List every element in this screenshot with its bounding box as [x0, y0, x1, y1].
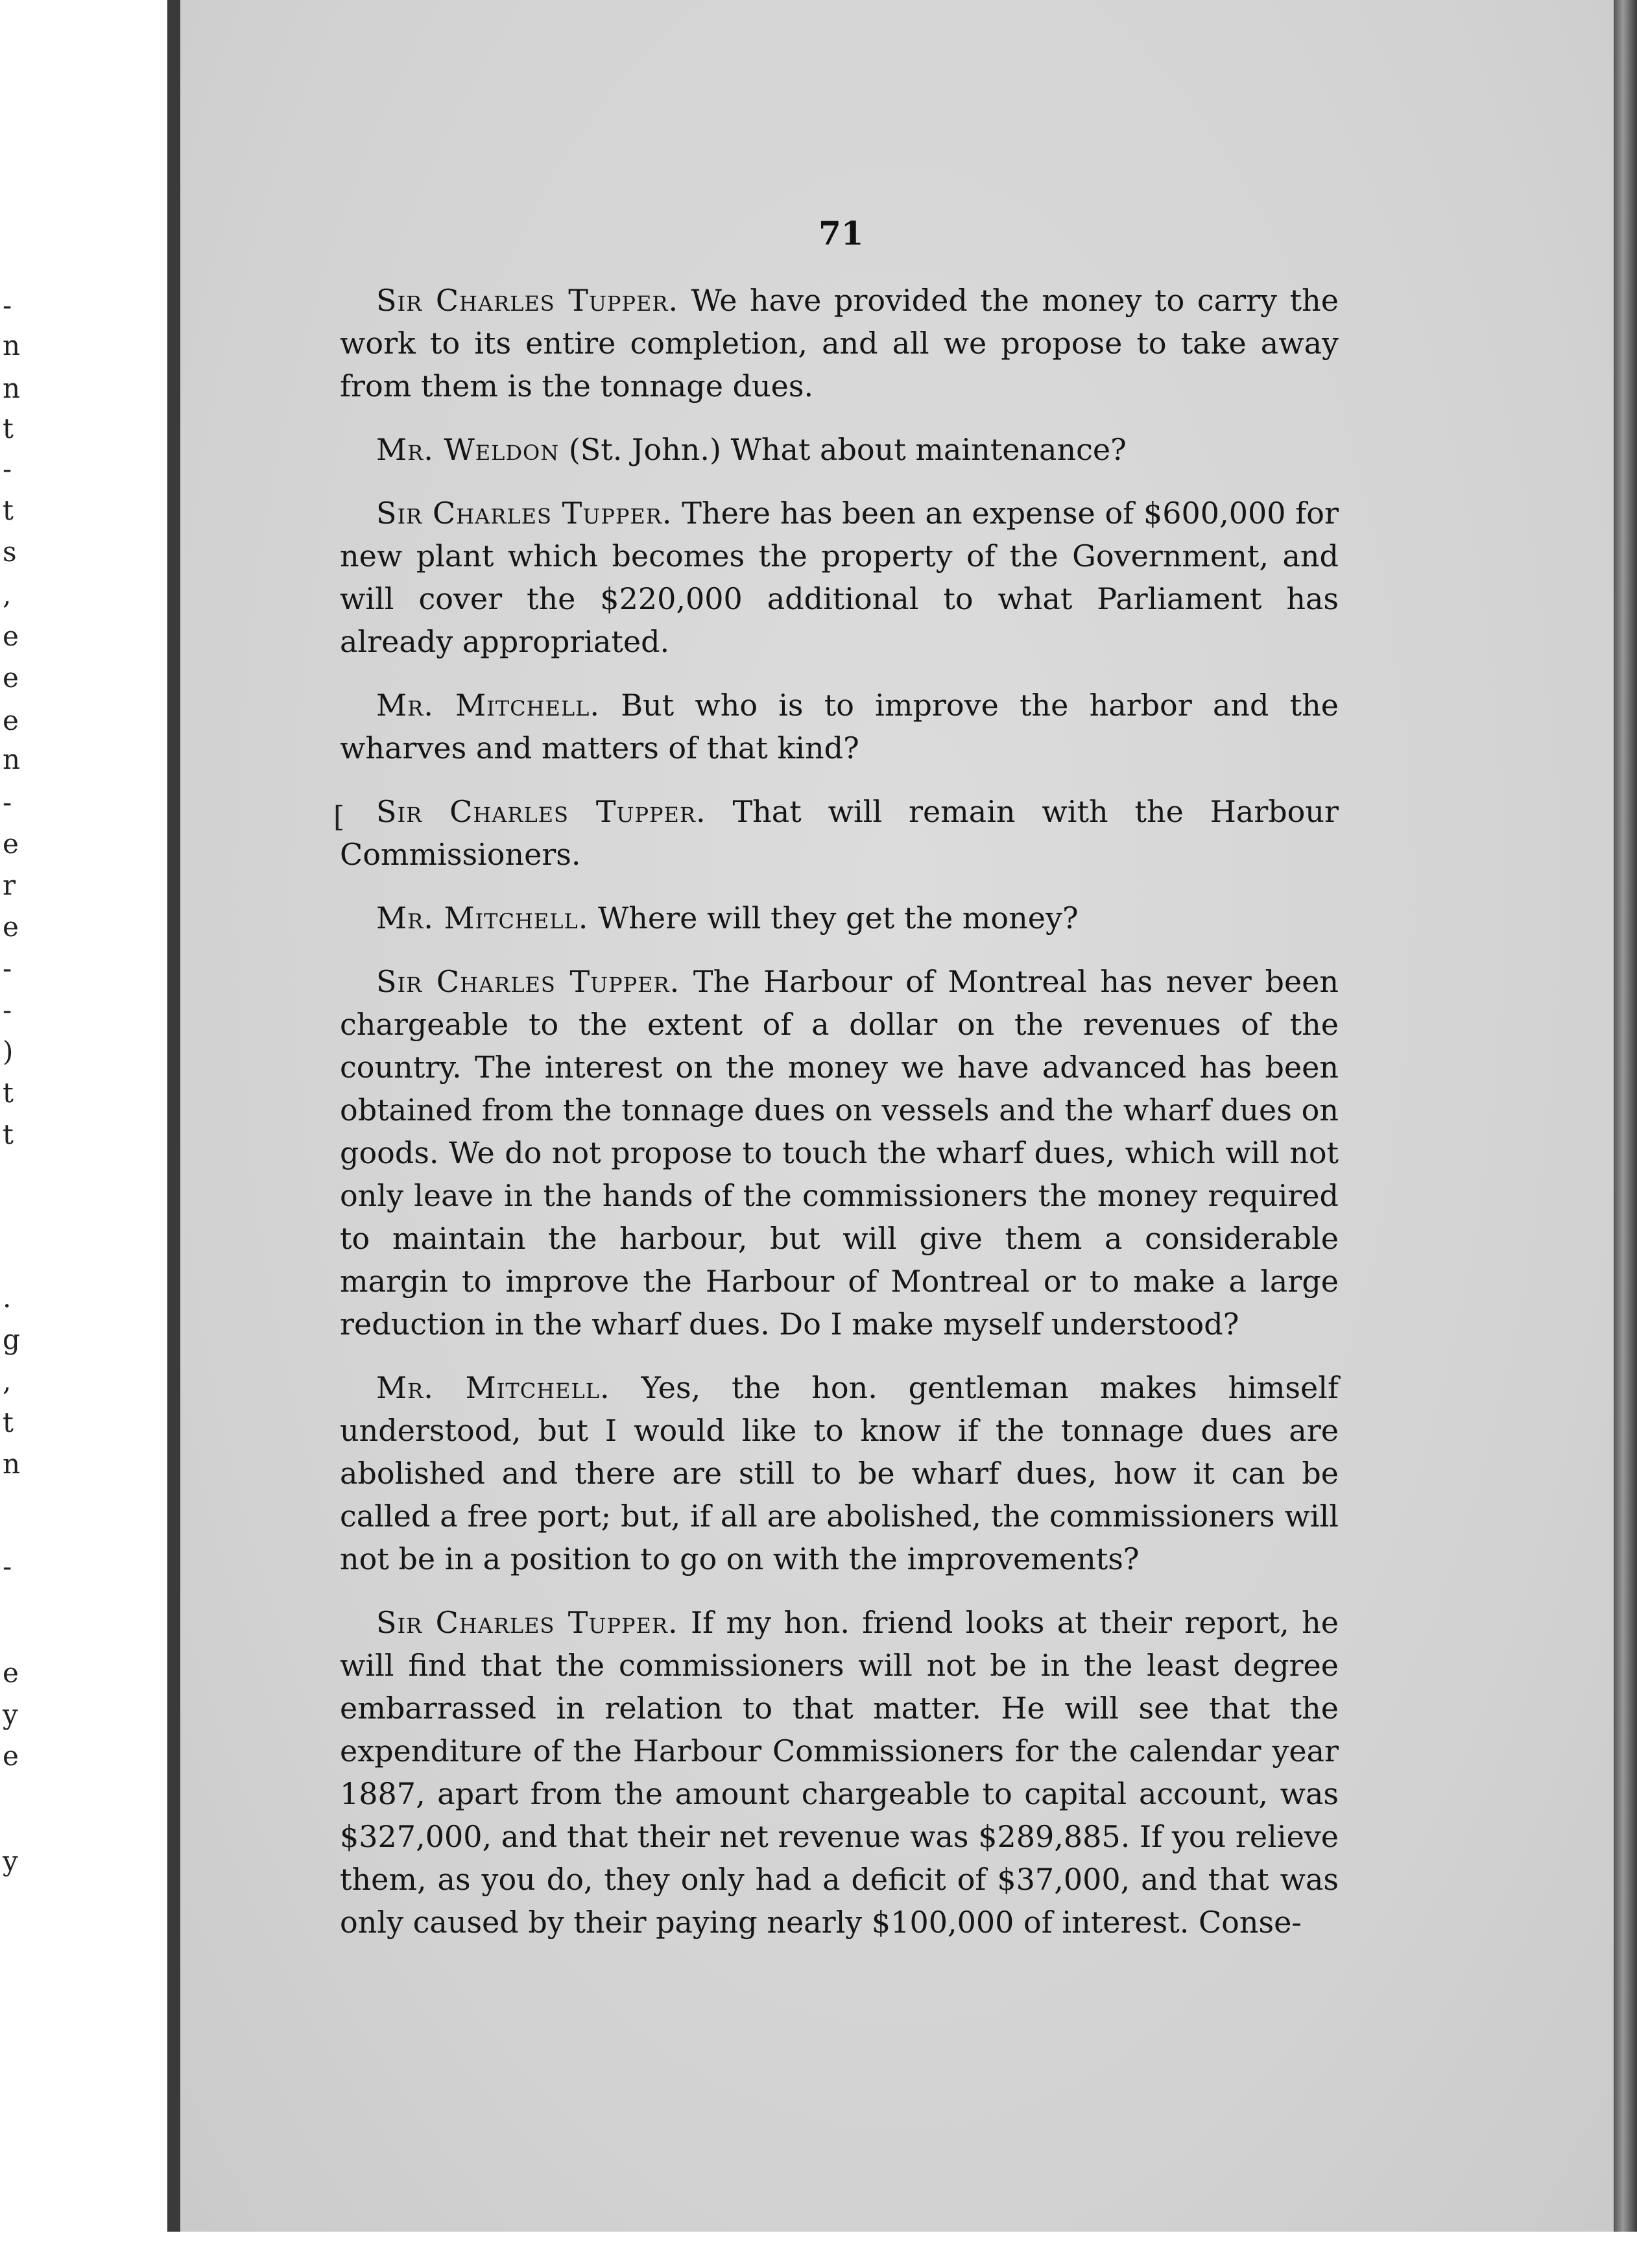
edge-fragment: - — [3, 289, 12, 321]
previous-page-edge — [0, 0, 39, 2268]
paragraph — [340, 279, 1339, 407]
paragraph — [340, 790, 1339, 876]
edge-fragment: ) — [3, 1035, 14, 1067]
edge-fragment: e — [3, 620, 19, 652]
edge-fragment: e — [3, 1740, 19, 1772]
speech-text: The Harbour of Montreal has never been chargeable to the extent of a dollar on the revenues of the country. The interest on the money we have advanced has been obtained from the tonnage dues on vessels and the wharf dues on goods. We do not propose to touch the wharf dues, which will not only leave in the hands of the commissioners the money required to maintain the harbour, but will give them a considerable margin to improve the Harbour of Montreal or to make a large reduction in the wharf dues. Do I make myself understood? — [340, 964, 1339, 1342]
speaker-name: Sir Charles Tupper. — [376, 964, 680, 999]
edge-fragment: , — [3, 1365, 12, 1397]
speaker-name: Mr. Mitchell. — [376, 688, 600, 723]
edge-fragment: e — [3, 911, 19, 943]
edge-fragment: n — [3, 743, 21, 775]
edge-fragment: n — [3, 372, 21, 404]
edge-fragment: e — [3, 1657, 19, 1689]
speech-text: But who is to improve the harbor and the wharves and matters of that kind? — [340, 688, 1339, 766]
stray-bracket-mark: [ — [333, 801, 345, 834]
speech-text: Yes, the hon. gentleman makes himself understood, but I would like to know if the tonnage dues are abolished and there are still to be wharf dues, how it can be called a free port; but, if all are abolished, the commissioners will not be in a position to go on with the improvements? — [340, 1370, 1339, 1576]
edge-fragment: e — [3, 705, 19, 736]
edge-fragment: - — [3, 994, 12, 1026]
edge-fragment: t — [3, 1406, 14, 1438]
edge-fragment: r — [3, 869, 16, 901]
edge-fragment: - — [3, 1550, 12, 1582]
page-number: 71 — [818, 214, 864, 252]
paragraph — [340, 1366, 1339, 1580]
paragraph — [340, 897, 1339, 939]
edge-fragment: t — [3, 413, 14, 444]
edge-fragment: . — [3, 1282, 12, 1314]
speaker-name: Sir Charles Tupper. — [376, 496, 673, 531]
binding-gutter-line — [167, 0, 180, 2232]
speaker-name: Mr. Mitchell. — [376, 900, 589, 935]
page-bottom-margin — [167, 2232, 1637, 2268]
speech-text: (St. John.) What about maintenance? — [559, 432, 1127, 467]
edge-fragment: e — [3, 828, 19, 860]
edge-fragment: g — [3, 1323, 20, 1355]
edge-fragment: s — [3, 536, 17, 568]
edge-fragment: n — [3, 330, 21, 361]
edge-fragment: n — [3, 1448, 21, 1480]
speech-text: We have provided the money to carry the work to its entire completion, and all we propose to take away from them is the tonnage dues. — [340, 283, 1339, 404]
edge-fragment: - — [3, 952, 12, 984]
speech-text: There has been an expense of $600,000 for new plant which becomes the property of the Government, and will cover the $220,000 additional to what Parliament has already appropriated. — [340, 496, 1339, 659]
speech-text: That will remain with the Harbour Commissioners. — [340, 794, 1339, 872]
speech-text: Where will they get the money? — [588, 900, 1079, 935]
edge-fragment: y — [3, 1845, 18, 1877]
body-text — [340, 279, 1339, 1964]
speaker-name: Sir Charles Tupper. — [376, 794, 706, 829]
page-right-edge — [1614, 0, 1637, 2232]
paragraph — [340, 492, 1339, 663]
paragraph — [340, 684, 1339, 769]
paragraph — [340, 428, 1339, 471]
edge-fragment: e — [3, 662, 19, 694]
edge-fragment: , — [3, 579, 12, 610]
speaker-name: Sir Charles Tupper. — [376, 1605, 678, 1640]
edge-fragment: t — [3, 494, 14, 526]
paragraph — [340, 960, 1339, 1345]
edge-fragment: - — [3, 453, 12, 485]
edge-fragment: t — [3, 1077, 14, 1109]
edge-fragment: y — [3, 1698, 18, 1730]
speech-text: If my hon. friend looks at their report, he will find that the commissioners will not be in the least degree embarrassed in relation to that matter. He will see that the expenditure of the Harbour Commissioners for the calendar year 1887, apart from the amount chargeable to capital account, was $327,000, and that their net revenue was $289,885. If you relieve them, as you do, they only had a deficit of $37,000, and that was only caused by their paying nearly $100,000 of interest. Conse- — [340, 1605, 1339, 1940]
speaker-name: Sir Charles Tupper. — [376, 283, 679, 318]
edge-fragment: t — [3, 1118, 14, 1150]
paragraph — [340, 1601, 1339, 1944]
speaker-name: Mr. Weldon — [376, 432, 560, 467]
edge-fragment: - — [3, 786, 12, 818]
speaker-name: Mr. Mitchell. — [376, 1370, 610, 1405]
